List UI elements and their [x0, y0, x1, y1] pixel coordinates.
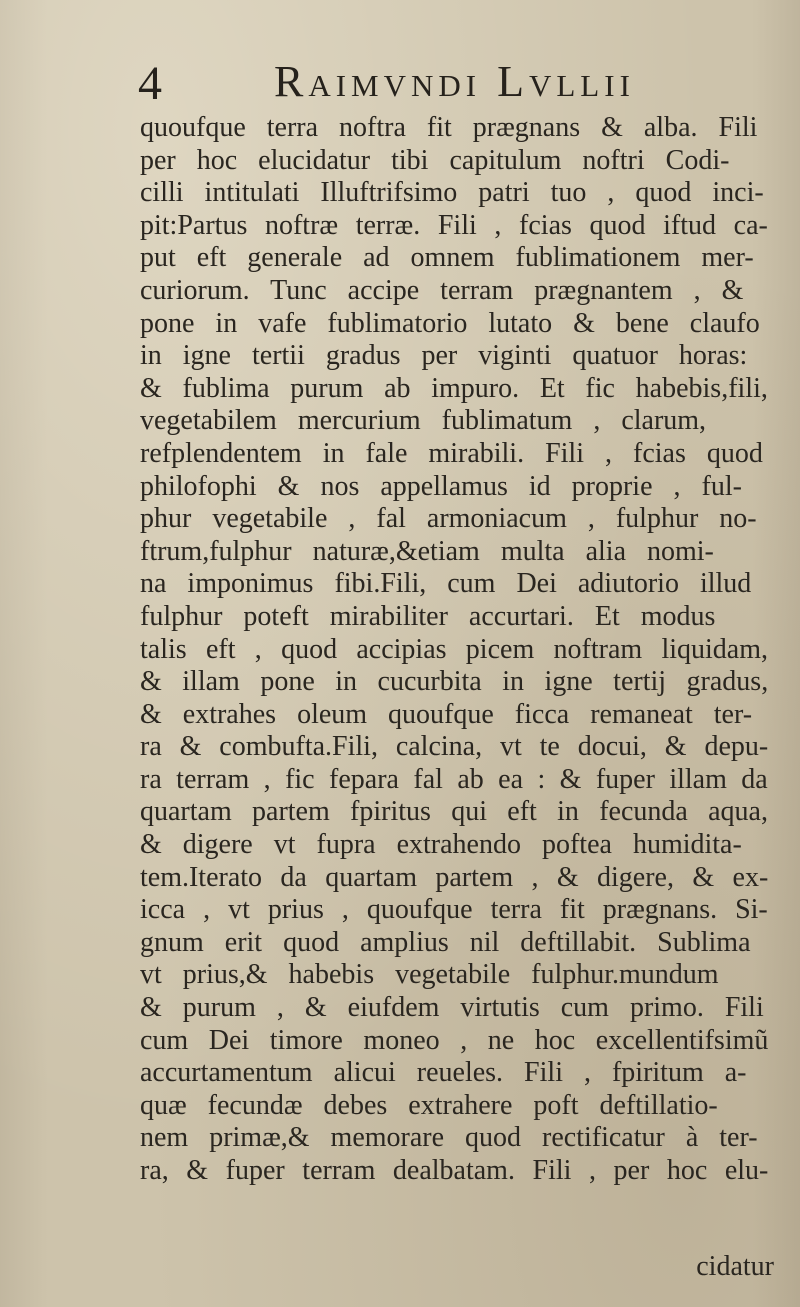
- text-line: & extrahes oleum quoufque ficca remaneat ter-: [140, 698, 753, 730]
- catchword: cidatur: [696, 1251, 774, 1282]
- text-line: ftrum,fulphur naturæ,&etiam multa alia nomi-: [140, 535, 714, 567]
- text-line: quoufque terra noftra fit prægnans & alba. Fili: [140, 112, 758, 143]
- text-line: gnum erit quod amplius nil deftillabit. Sublima: [140, 926, 751, 958]
- text-line: curiorum. Tunc accipe terram prægnantem , &: [140, 274, 744, 306]
- running-head: Raimvndi Lvllii: [274, 57, 635, 106]
- text-line: nem primæ,& memorare quod rectificatur à ter-: [140, 1122, 758, 1154]
- text-line: quæ fecundæ debes extrahere poft deftillatio-: [140, 1089, 718, 1121]
- text-line: na imponimus fibi.Fili, cum Dei adiutorio illud: [140, 568, 752, 600]
- text-line: put eft generale ad omnem fublimationem mer-: [140, 242, 754, 274]
- text-line: refplendentem in fale mirabili. Fili , fcias quod: [140, 437, 763, 469]
- text-line: ra terram , fic fepara fal ab ea : & fuper illam da: [140, 763, 768, 795]
- text-line: & purum , & eiufdem virtutis cum primo. Fili: [140, 992, 764, 1024]
- text-line: icca , vt prius , quoufque terra fit prægnans. Si-: [140, 894, 768, 926]
- text-line: pone in vafe fublimatorio lutato & bene claufo: [140, 307, 760, 339]
- body-text: [140, 112, 768, 1188]
- page-header: [138, 52, 758, 108]
- text-line: vegetabilem mercurium fublimatum , clarum,: [140, 405, 707, 437]
- text-line: talis eft , quod accipias picem noftram liquidam,: [140, 633, 768, 665]
- text-line: fulphur poteft mirabiliter accurtari. Et modus: [140, 600, 716, 632]
- text-line: & fublima purum ab impuro. Et fic habebis,fili,: [140, 372, 768, 404]
- text-line: vt prius,& habebis vegetabile fulphur.mundum: [140, 959, 719, 991]
- text-line: & digere vt fupra extrahendo poftea humidita-: [140, 829, 742, 861]
- text-line: phur vegetabile , fal armoniacum , fulphur no-: [140, 503, 757, 535]
- text-line: pit:Partus noftræ terræ. Fili , fcias quod iftud ca-: [140, 209, 768, 241]
- text-line: philofophi & nos appellamus id proprie , ful-: [140, 470, 742, 502]
- text-line: per hoc elucidatur tibi capitulum noftri Codi-: [140, 144, 730, 176]
- text-line: cum Dei timore moneo , ne hoc excellentifsimũ: [140, 1024, 769, 1056]
- text-line: cilli intitulati Illuftrifsimo patri tuo , quod inci-: [140, 177, 764, 209]
- text-line: ra, & fuper terram dealbatam. Fili , per hoc elu-: [140, 1155, 769, 1186]
- text-line: in igne tertii gradus per viginti quatuor horas:: [140, 340, 748, 372]
- text-line: & illam pone in cucurbita in igne tertij gradus,: [140, 666, 769, 698]
- text-line: accurtamentum alicui reueles. Fili , fpiritum a-: [140, 1057, 747, 1089]
- text-line: tem.Iterato da quartam partem , & digere, & ex-: [140, 861, 769, 893]
- page-number: 4: [138, 57, 162, 110]
- text-line: ra & combufta.Fili, calcina, vt te docui, & depu-: [140, 731, 769, 763]
- text-line: quartam partem fpiritus qui eft in fecunda aqua,: [140, 796, 768, 828]
